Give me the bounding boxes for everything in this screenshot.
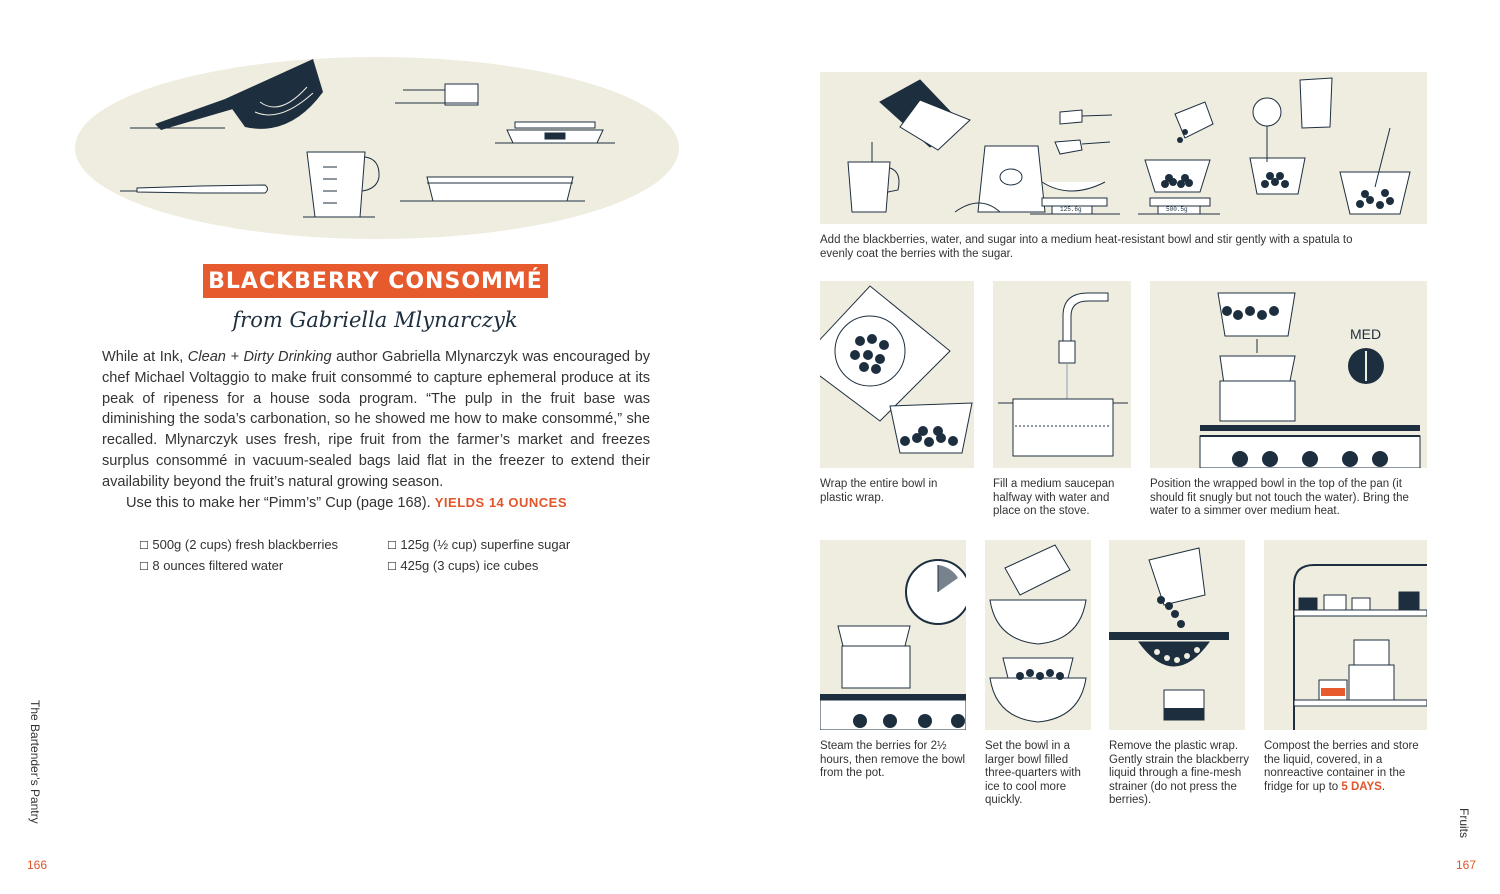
- stove-knob-icon: [853, 714, 867, 728]
- timer-icon: [906, 560, 966, 624]
- stove-knob-icon: [1262, 451, 1278, 467]
- chapter-label: Fruits: [1457, 808, 1471, 838]
- scale-icon: [1030, 140, 1120, 214]
- glass-icon: [848, 162, 890, 212]
- storage-duration: 5 DAYS: [1341, 780, 1382, 793]
- intro-text: author Gabriella Mlynarczyk was encouraged by chef Michael Voltaggio to make fruit consommé to capture ephemeral produce at its peak of ripeness for a house soda program. “The pulp in the fruit base was diminishing the soda’s carbonation, so he showed me how to make consommé,” she recalled. Mlynarczyk uses fresh, ripe fruit from the farmer’s market and freezes surplus consommé in vacuum-sealed bags laid flat in the freezer to extend their availability beyond the fruit’s natural growing season.: [102, 349, 650, 490]
- caption-text: .: [1381, 780, 1386, 793]
- step-4-illustration: [1150, 281, 1427, 468]
- ingredients-column-1: [139, 535, 338, 576]
- saucepan-icon: [1220, 381, 1295, 421]
- page-number-right: 167: [1456, 858, 1477, 872]
- step-7-illustration: [1109, 540, 1245, 730]
- book-title: Clean + Dirty Drinking: [187, 349, 332, 365]
- stove-knob-icon: [1372, 451, 1388, 467]
- stove-knob-icon: [883, 714, 897, 728]
- plastic-bag-icon: [1149, 548, 1205, 605]
- step-6-caption: Set the bowl in a larger bowl filled three-quarters with ice to cool more quickly.: [985, 740, 1081, 807]
- stove-knob-icon: [1342, 451, 1358, 467]
- heat-dial-label: MED: [1350, 326, 1382, 342]
- ingredient-item: ☐ 8 ounces filtered water: [139, 556, 338, 577]
- step-2-illustration: [820, 281, 974, 468]
- step-6-illustration: [985, 540, 1091, 730]
- strainer-icon: [1139, 642, 1209, 666]
- ingredients-column-2: [387, 535, 570, 576]
- step-5-illustration: [820, 540, 966, 730]
- yields-label: YIELDS 14 OUNCES: [434, 494, 568, 510]
- stove-knob-icon: [1302, 451, 1318, 467]
- scale-readout: 500.5g: [1166, 206, 1188, 213]
- recipe-byline: from Gabriella Mlynarczyk: [232, 308, 518, 332]
- step-8-illustration: [1264, 540, 1427, 730]
- intro-paragraph-1: [102, 347, 650, 493]
- caption-text: Compost the berries and store the liquid, covered, in a nonreactive container in the fridge for up to: [1264, 740, 1419, 793]
- large-bowl-icon: [990, 678, 1086, 722]
- ice-bowl-icon: [990, 600, 1086, 644]
- step-5-caption: Steam the berries for 2½ hours, then remove the bowl from the pot.: [820, 740, 966, 780]
- ice-tray-icon: [1005, 545, 1070, 595]
- storage-container-icon: [1349, 665, 1394, 700]
- book-section-label: The Bartender’s Pantry: [28, 700, 42, 824]
- step-2-caption: Wrap the entire bowl in plastic wrap.: [820, 478, 938, 504]
- saucepan-icon: [1013, 399, 1113, 456]
- step-1-caption: Add the blackberries, water, and sugar into a medium heat-resistant bowl and stir gently with a spatula to evenly coat the berries with the sugar.: [820, 234, 1353, 260]
- stove-knob-icon: [951, 714, 965, 728]
- intro-text: While at Ink,: [102, 349, 188, 365]
- step-7-caption: Remove the plastic wrap. Gently strain the blackberry liquid through a fine-mesh strainer (do not press the berries).: [1109, 740, 1249, 807]
- ingredient-item: ☐ 500g (2 cups) fresh blackberries: [139, 535, 338, 556]
- step-4-caption: Position the wrapped bowl in the top of the pan (it should fit snugly but not touch the water). Bring the water to a simmer over medium heat.: [1150, 478, 1409, 518]
- step-1-illustration: [820, 72, 1427, 224]
- saucepan-icon: [842, 646, 910, 688]
- kitchen-tools-illustration: [75, 57, 679, 240]
- recipe-title: BLACKBERRY CONSOMMÉ: [203, 264, 548, 298]
- intro-paragraph-2: [102, 493, 650, 514]
- ingredient-item: ☐ 125g (½ cup) superfine sugar: [387, 535, 570, 556]
- scale-icon: [1138, 102, 1220, 214]
- step-3-caption: Fill a medium saucepan halfway with water and place on the stove.: [993, 478, 1115, 518]
- intro-text: Use this to make her “Pimm’s” Cup (page 168).: [126, 494, 435, 511]
- page-number-left: 166: [27, 858, 48, 872]
- ingredient-item: ☐ 425g (3 cups) ice cubes: [387, 556, 570, 577]
- step-8-caption: [1264, 740, 1429, 794]
- step-3-illustration: [993, 281, 1131, 468]
- stove-knob-icon: [918, 714, 932, 728]
- recipe-intro: [102, 347, 650, 513]
- stove-knob-icon: [1232, 451, 1248, 467]
- scale-readout: 125.6g: [1060, 206, 1082, 213]
